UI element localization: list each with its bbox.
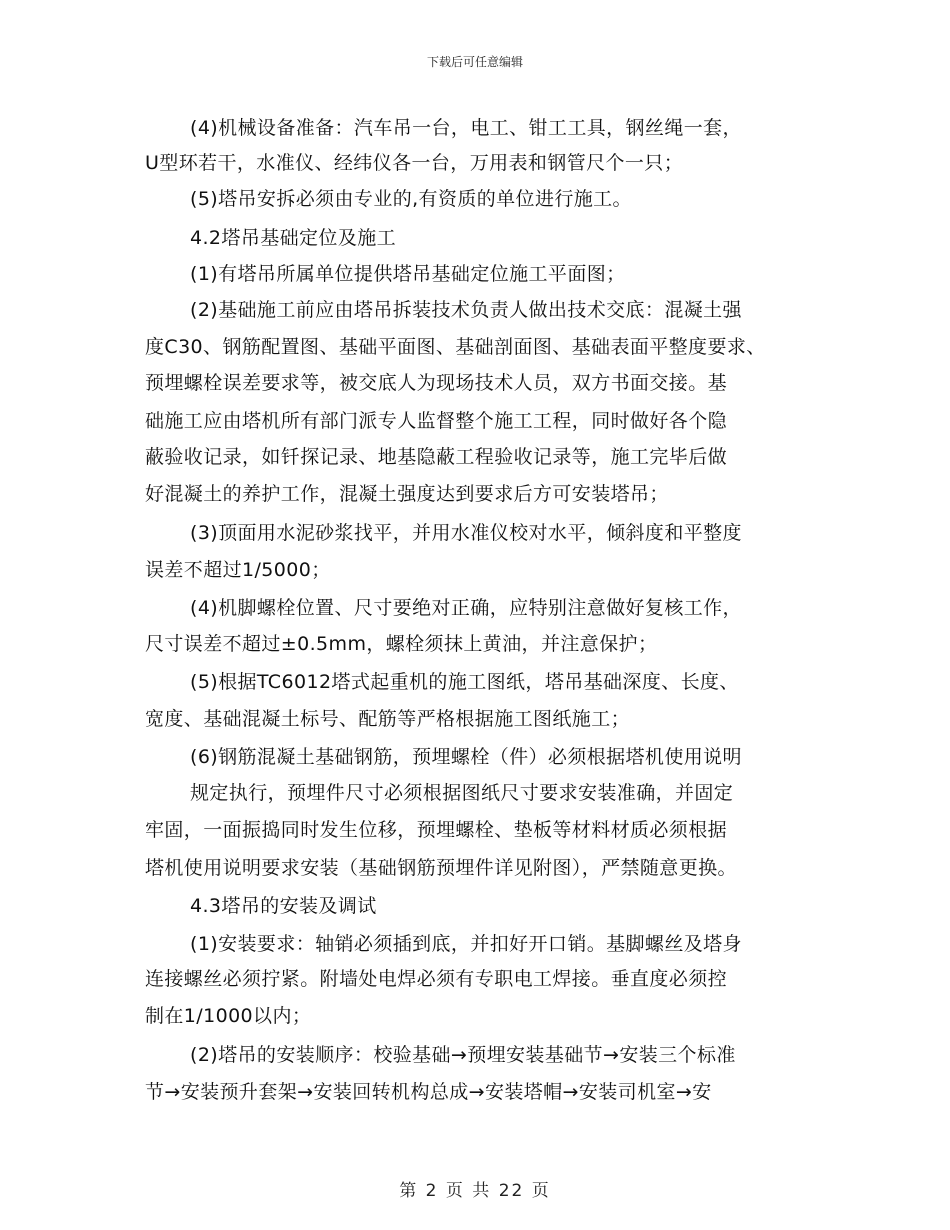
text-line: (4)机械设备准备：汽车吊一台，电工、钳工工具，钢丝绳一套， xyxy=(190,117,742,139)
text-line: (6)钢筋混凝土基础钢筋，预埋螺栓（件）必须根据塔机使用说明 xyxy=(190,746,742,768)
text-line: (5)塔吊安拆必须由专业的,有资质的单位进行施工。 xyxy=(190,188,632,210)
text-line: 制在1/1000以内； xyxy=(145,1005,312,1027)
page-footer-number: 第 2 页 共 22 页 xyxy=(399,1181,551,1201)
section-heading: 4.3塔吊的安装及调试 xyxy=(190,895,377,917)
text-line: 础施工应由塔机所有部门派专人监督整个施工工程，同时做好各个隐 xyxy=(145,410,728,432)
text-line: 牢固，一面振捣同时发生位移，预埋螺栓、垫板等材料材质必须根据 xyxy=(145,819,728,841)
text-line: (4)机脚螺栓位置、尺寸要绝对正确，应特别注意做好复核工作， xyxy=(190,597,742,619)
text-line: 规定执行，预埋件尺寸必须根据图纸尺寸要求安装准确，并固定 xyxy=(190,782,734,804)
text-line: (3)顶面用水泥砂浆找平，并用水准仪校对水平，倾斜度和平整度 xyxy=(190,522,742,544)
text-line: (1)有塔吊所属单位提供塔吊基础定位施工平面图； xyxy=(190,263,626,285)
text-line: 度C30、钢筋配置图、基础平面图、基础剖面图、基础表面平整度要求、 xyxy=(145,336,766,358)
text-line: (2)塔吊的安装顺序：校验基础→预埋安装基础节→安装三个标准 xyxy=(190,1044,736,1066)
text-line: (1)安装要求：轴销必须插到底，并扣好开口销。基脚螺丝及塔身 xyxy=(190,933,742,955)
text-line: (5)根据TC6012塔式起重机的施工图纸，塔吊基础深度、长度、 xyxy=(190,671,739,693)
text-line: 宽度、基础混凝土标号、配筋等严格根据施工图纸施工； xyxy=(145,708,631,730)
section-heading: 4.2塔吊基础定位及施工 xyxy=(190,227,397,249)
text-line: 尺寸误差不超过±0.5mm，螺栓须抹上黄油，并注意保护； xyxy=(145,633,658,655)
text-line: 误差不超过1/5000； xyxy=(145,559,331,581)
text-line: 塔机使用说明要求安装（基础钢筋预埋件详见附图），严禁随意更换。 xyxy=(145,857,737,879)
text-line: (2)基础施工前应由塔吊拆装技术负责人做出技术交底：混凝土强 xyxy=(190,299,742,321)
text-line: 节→安装预升套架→安装回转机构总成→安装塔帽→安装司机室→安 xyxy=(145,1081,712,1103)
text-line: 好混凝土的养护工作，混凝土强度达到要求后方可安装塔吊； xyxy=(145,483,669,505)
text-line: 预埋螺栓误差要求等，被交底人为现场技术人员，双方书面交接。基 xyxy=(145,372,728,394)
text-line: 蔽验收记录，如钎探记录、地基隐蔽工程验收记录等，施工完毕后做 xyxy=(145,446,728,468)
page-header-note: 下载后可任意编辑 xyxy=(426,55,523,69)
text-line: U型环若干，水准仪、经纬仪各一台，万用表和钢管尺个一只； xyxy=(145,152,684,174)
text-line: 连接螺丝必须拧紧。附墙处电焊必须有专职电工焊接。垂直度必须控 xyxy=(145,968,728,990)
